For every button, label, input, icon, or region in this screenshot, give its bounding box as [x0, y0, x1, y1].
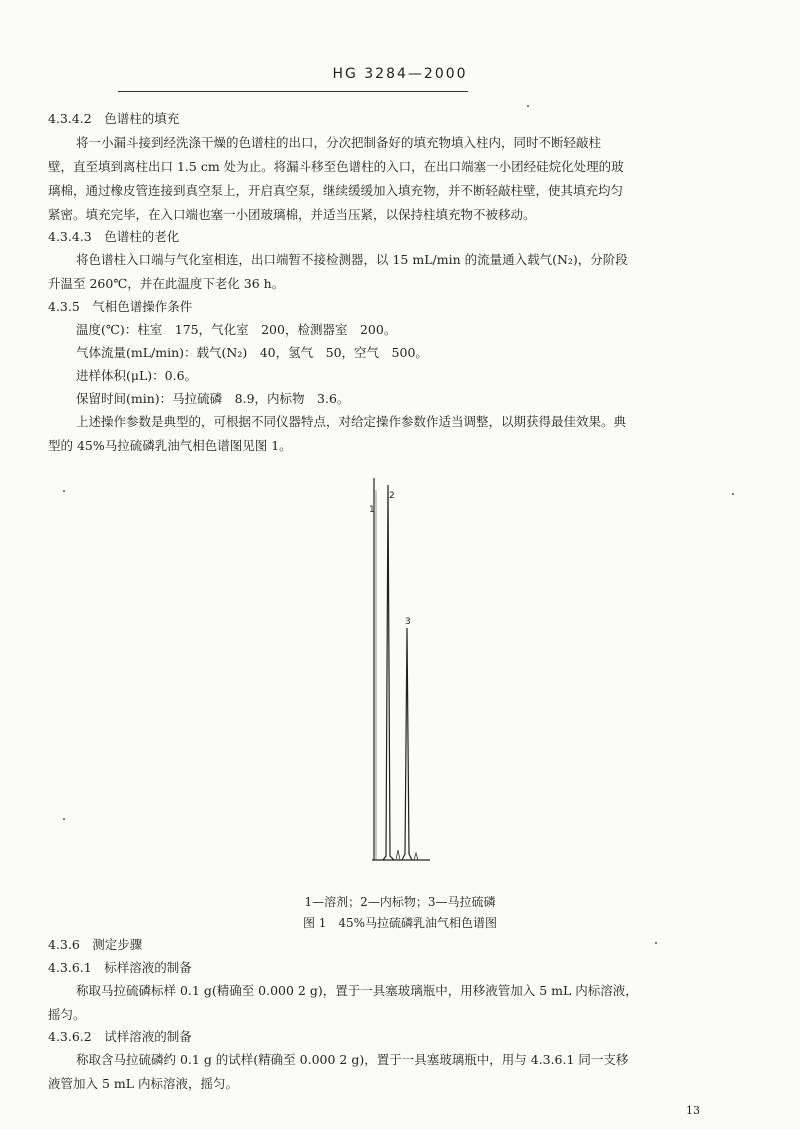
condition-gas-flow: 气体流量(mL/min)：载气(N₂) 40，氢气 50，空气 500。 [76, 345, 428, 360]
paragraph-line: 升温至 260℃，并在此温度下老化 36 h。 [48, 276, 285, 291]
paragraph-line: 璃棉，通过橡皮管连接到真空泵上，开启真空泵，继续缓缓加入填充物，并不断轻敲柱壁，使其填充均匀 [48, 183, 624, 198]
peak-2-line [383, 485, 394, 860]
scan-speck [732, 493, 734, 495]
page-number: 13 [686, 1104, 700, 1117]
paragraph-line: 壁，直至填到离柱出口 1.5 cm 处为止。将漏斗移至色谱柱的入口，在出口端塞一小团经硅烷化处理的玻 [48, 159, 624, 174]
paragraph-line: 将一小漏斗接到经洗涤干燥的色谱柱的出口，分次把制备好的填充物填入柱内，同时不断轻敲柱 [76, 135, 602, 150]
standard-code-header: HG 3284—2000 [332, 66, 468, 82]
paragraph-line: 紧密。填充完毕，在入口端也塞一小团玻璃棉，并适当压紧，以保持柱填充物不被移动。 [48, 207, 536, 222]
paragraph-line: 摇匀。 [48, 1007, 86, 1022]
chromatogram-figure [350, 470, 450, 870]
section-heading-4361: 4.3.6.1 标样溶液的制备 [48, 960, 192, 975]
peak-label-3: 3 [405, 617, 411, 627]
condition-injection-volume: 进样体积(μL)：0.6。 [76, 368, 198, 383]
paragraph-line: 将色谱柱入口端与气化室相连，出口端暂不接检测器，以 15 mL/min 的流量通入载气(N₂)，分阶段 [76, 252, 628, 267]
peak-label-1: 1 [369, 505, 375, 515]
figure-caption: 图 1 45%马拉硫磷乳油气相色谱图 [302, 916, 498, 930]
paragraph-line: 称取马拉硫磷标样 0.1 g(精确至 0.000 2 g)，置于一具塞玻璃瓶中，用移液管加入 5 mL 内标溶液， [76, 983, 638, 998]
paragraph-line: 型的 45%马拉硫磷乳油气相色谱图见图 1。 [48, 438, 292, 453]
section-heading-4343: 4.3.4.3 色谱柱的老化 [48, 229, 180, 244]
paragraph-line: 上述操作参数是典型的，可根据不同仪器特点，对给定操作参数作适当调整，以期获得最佳效果。典 [76, 414, 627, 429]
scan-speck [63, 818, 65, 820]
paragraph-line: 称取含马拉硫磷约 0.1 g 的试样(精确至 0.000 2 g)，置于一具塞玻璃瓶中，用与 4.3.6.1 同一支移 [76, 1052, 629, 1067]
condition-temperature: 温度(℃)：柱室 175，气化室 200，检测器室 200。 [76, 322, 397, 337]
section-heading-435: 4.3.5 气相色谱操作条件 [48, 299, 193, 314]
scan-speck [63, 490, 65, 492]
condition-retention-time: 保留时间(min)：马拉硫磷 8.9，内标物 3.6。 [76, 391, 350, 406]
header-rule [118, 91, 468, 92]
scan-speck [655, 942, 657, 944]
section-heading-4362: 4.3.6.2 试样溶液的制备 [48, 1029, 192, 1044]
scan-speck [527, 105, 529, 107]
minor-peak [414, 853, 418, 860]
section-heading-4342: 4.3.4.2 色谱柱的填充 [48, 111, 180, 126]
peak-label-2: 2 [389, 491, 395, 501]
minor-peak [396, 850, 400, 860]
section-heading-436: 4.3.6 测定步骤 [48, 937, 143, 952]
peak-3-line [402, 628, 412, 860]
paragraph-line: 液管加入 5 mL 内标溶液，摇匀。 [48, 1076, 239, 1091]
figure-legend: 1—溶剂；2—内标物；3—马拉硫磷 [304, 895, 496, 909]
